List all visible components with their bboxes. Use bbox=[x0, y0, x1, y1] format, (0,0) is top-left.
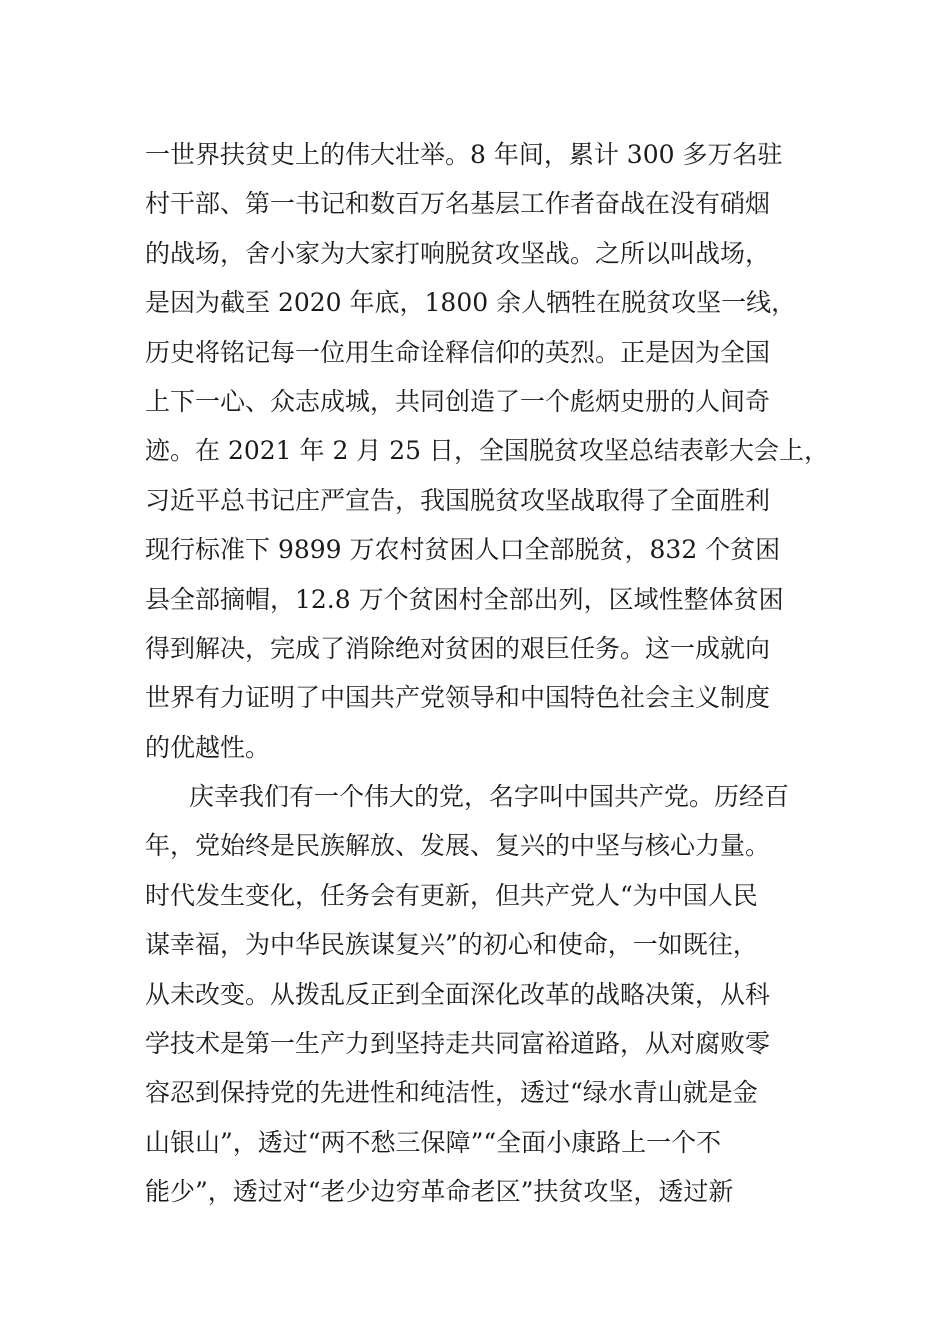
paragraph-first-line: 庆幸我们有一个伟大的党，名字叫中国共产党。历经百 bbox=[189, 782, 790, 812]
text-line: 谋幸福，为中华民族谋复兴”的初心和使命，一如既往， bbox=[145, 930, 758, 960]
text-line: 迹。在 2021 年 2 月 25 日，全国脱贫攻坚总结表彰大会上， bbox=[145, 436, 830, 466]
text-line: 历史将铭记每一位用生命诠释信仰的英烈。正是因为全国 bbox=[145, 337, 771, 367]
text-line: 时代发生变化，任务会有更新，但共产党人“为中国人民 bbox=[145, 880, 758, 910]
text-line: 县全部摘帽，12.8 万个贫困村全部出列，区域性整体贫困 bbox=[145, 584, 784, 614]
text-line: 世界有力证明了中国共产党领导和中国特色社会主义制度 bbox=[145, 683, 771, 713]
text-line: 村干部、第一书记和数百万名基层工作者奋战在没有硝烟 bbox=[145, 189, 771, 219]
text-line: 是因为截至 2020 年底，1800 余人牺牲在脱贫攻坚一线， bbox=[145, 288, 797, 318]
text-line: 容忍到保持党的先进性和纯洁性，透过“绿水青山就是金 bbox=[145, 1078, 758, 1108]
text-line: 得到解决，完成了消除绝对贫困的艰巨任务。这一成就向 bbox=[145, 633, 771, 663]
text-line: 从未改变。从拨乱反正到全面深化改革的战略决策，从科 bbox=[145, 979, 771, 1009]
text-line: 的战场，舍小家为大家打响脱贫攻坚战。之所以叫战场， bbox=[145, 238, 771, 268]
text-line: 学技术是第一生产力到坚持走共同富裕道路，从对腐败零 bbox=[145, 1029, 771, 1059]
text-line: 上下一心、众志成城，共同创造了一个彪炳史册的人间奇 bbox=[145, 386, 771, 416]
text-line: 能少”，透过对“老少边穷革命老区”扶贫攻坚，透过新 bbox=[145, 1177, 734, 1207]
text-line: 一世界扶贫史上的伟大壮举。8 年间，累计 300 多万名驻 bbox=[145, 140, 783, 169]
body-text bbox=[145, 130, 830, 1217]
text-line: 的优越性。 bbox=[145, 732, 271, 762]
text-line: 山银山”，透过“两不愁三保障”“全面小康路上一个不 bbox=[145, 1127, 722, 1157]
text-line: 现行标准下 9899 万农村贫困人口全部脱贫，832 个贫困 bbox=[145, 535, 781, 565]
text-line: 习近平总书记庄严宣告，我国脱贫攻坚战取得了全面胜利 bbox=[145, 485, 771, 515]
text-line: 年，党始终是民族解放、发展、复兴的中坚与核心力量。 bbox=[145, 831, 771, 861]
